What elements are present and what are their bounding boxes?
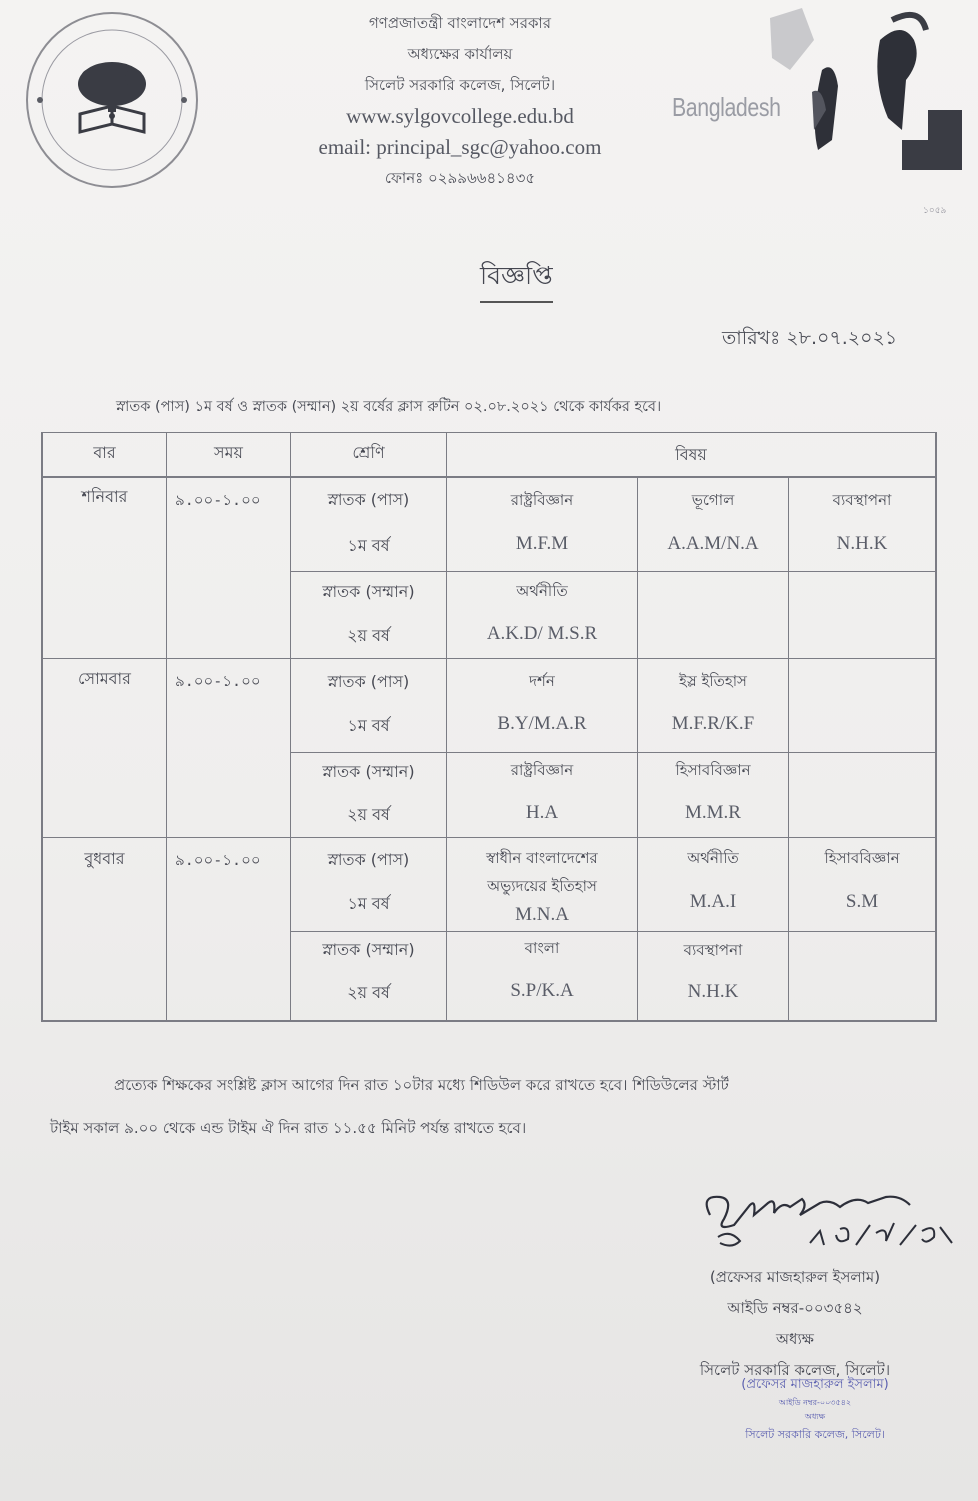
- header-day: বার: [93, 443, 116, 462]
- course-cell: স্নাতক (সম্মান): [322, 582, 415, 601]
- subject-name: ব্যবস্থাপনা: [683, 941, 743, 959]
- teacher-code: M.F.M: [515, 533, 569, 554]
- college-seal: [26, 12, 198, 188]
- year-cell: ১ম বর্ষ: [347, 894, 390, 913]
- subject-name: অর্থনীতি: [516, 582, 568, 600]
- course-cell: স্নাতক (পাস): [327, 490, 410, 509]
- course-cell: স্নাতক (পাস): [327, 672, 410, 691]
- seal-ring-icon: [28, 14, 196, 186]
- notice-title: বিজ্ঞপ্তি: [480, 256, 553, 303]
- teacher-code: S.M: [845, 891, 879, 912]
- course-cell: স্নাতক (সম্মান): [322, 762, 415, 781]
- teacher-code: M.N.A: [515, 904, 569, 925]
- teacher-code: M.M.R: [685, 802, 741, 823]
- day-cell: শনিবার: [81, 487, 128, 506]
- stamp-institution: সিলেট সরকারি কলেজ, সিলেট।: [745, 1428, 885, 1441]
- time-cell: ৯.০০-১.০০: [175, 672, 261, 690]
- teacher-code: N.H.K: [836, 533, 888, 554]
- signatory-designation: অধ্যক্ষ: [776, 1330, 814, 1348]
- banner-number: ১০৫৯: [923, 206, 947, 216]
- subject-name: স্বাধীন বাংলাদেশের: [486, 849, 598, 867]
- signatory-block: [660, 1262, 930, 1386]
- notice-date: তারিখঃ ২৮.০৭.২০২১: [722, 327, 898, 349]
- website-text: www.sylgovcollege.edu.bd: [346, 104, 574, 128]
- email-text: email: principal_sgc@yahoo.com: [318, 135, 602, 159]
- signatory-institution: সিলেট সরকারি কলেজ, সিলেট।: [699, 1361, 891, 1379]
- year-cell: ১ম বর্ষ: [347, 716, 390, 735]
- subject-name: অর্থনীতি: [687, 849, 739, 867]
- signatory-id: আইডি নম্বর-০০৩৫৪২: [727, 1299, 863, 1317]
- subject-name: ভূগোল: [691, 491, 735, 509]
- subject-name: হিসাববিজ্ঞান: [675, 761, 751, 779]
- anniversary-logo-icon: [752, 0, 978, 210]
- teacher-code: M.A.I: [689, 891, 737, 912]
- subject-name: রাষ্ট্রবিজ্ঞান: [510, 491, 574, 509]
- course-cell: স্নাতক (সম্মান): [322, 940, 415, 959]
- official-stamp: [700, 1374, 930, 1446]
- stamp-id: আইডি নম্বর-০০৩৫৪২: [778, 1398, 852, 1407]
- teacher-code: M.F.R/K.F: [671, 713, 755, 734]
- notice-intro: স্নাতক (পাস) ১ম বর্ষ ও স্নাতক (সম্মান) ২য় বর্ষের ক্লাস রুটিন ০২.০৮.২০২১ থেকে কার্যকর হবে।: [116, 399, 662, 415]
- govt-line: গণপ্রজাতন্ত্রী বাংলাদেশ সরকার: [368, 14, 552, 32]
- teacher-code: S.P/K.A: [510, 980, 574, 1001]
- teacher-code: N.H.K: [687, 981, 739, 1002]
- instruction-line-1: প্রত্যেক শিক্ষকের সংশ্লিষ্ট ক্লাস আগের দিন রাত ১০টার মধ্যে শিডিউল করে রাখতে হবে। শিডিউলের স্টার্ট: [114, 1076, 729, 1094]
- day-cell: বুধবার: [84, 849, 125, 868]
- teacher-code: H.A: [525, 802, 559, 823]
- time-cell: ৯.০০-১.০০: [175, 491, 261, 509]
- stamp-designation: অধ্যক্ষ: [804, 1412, 826, 1421]
- header-class: শ্রেণি: [352, 443, 385, 462]
- header-time: সময়: [214, 443, 243, 462]
- subject-name: ইস্ল ইতিহাস: [679, 672, 747, 690]
- signatory-name: (প্রফেসর মাজহারুল ইসলাম): [709, 1268, 881, 1286]
- subject-name: রাষ্ট্রবিজ্ঞান: [510, 761, 574, 779]
- banner-word: Bangladesh: [672, 92, 781, 122]
- year-cell: ২য় বর্ষ: [347, 983, 390, 1002]
- office-line: অধ্যক্ষের কার্যালয়: [407, 45, 513, 63]
- subject-name: ব্যবস্থাপনা: [832, 491, 892, 509]
- year-cell: ২য় বর্ষ: [347, 626, 390, 645]
- year-cell: ২য় বর্ষ: [347, 805, 390, 824]
- teacher-code: A.K.D/ M.S.R: [486, 623, 598, 644]
- year-cell: ১ম বর্ষ: [347, 536, 390, 555]
- phone-text: ফোনঃ ০২৯৯৬৬৪১৪৩৫: [384, 169, 536, 187]
- letterhead: [255, 8, 665, 194]
- college-line: সিলেট সরকারি কলেজ, সিলেট।: [364, 76, 556, 94]
- day-cell: সোমবার: [78, 669, 131, 688]
- instruction-line-2: টাইম সকাল ৯.০০ থেকে এন্ড টাইম ঐ দিন রাত ১১.৫৫ মিনিট পর্যন্ত রাখতে হবে।: [50, 1119, 527, 1137]
- course-cell: স্নাতক (পাস): [327, 850, 410, 869]
- teacher-code: B.Y/M.A.R: [497, 713, 587, 734]
- subject-name: বাংলা: [524, 939, 560, 957]
- handwritten-signature: [690, 1185, 975, 1260]
- stamp-name: (প্রফেসর মাজহারুল ইসলাম): [741, 1377, 889, 1392]
- subject-name-line2: অভ্যুদয়ের ইতিহাস: [487, 877, 597, 895]
- subject-name: হিসাববিজ্ঞান: [824, 849, 900, 867]
- teacher-code: A.A.M/N.A: [667, 533, 759, 554]
- class-routine-table: [41, 432, 937, 1022]
- header-subject: বিষয়: [675, 445, 707, 464]
- subject-name: দর্শন: [529, 672, 555, 690]
- time-cell: ৯.০০-১.০০: [175, 851, 261, 869]
